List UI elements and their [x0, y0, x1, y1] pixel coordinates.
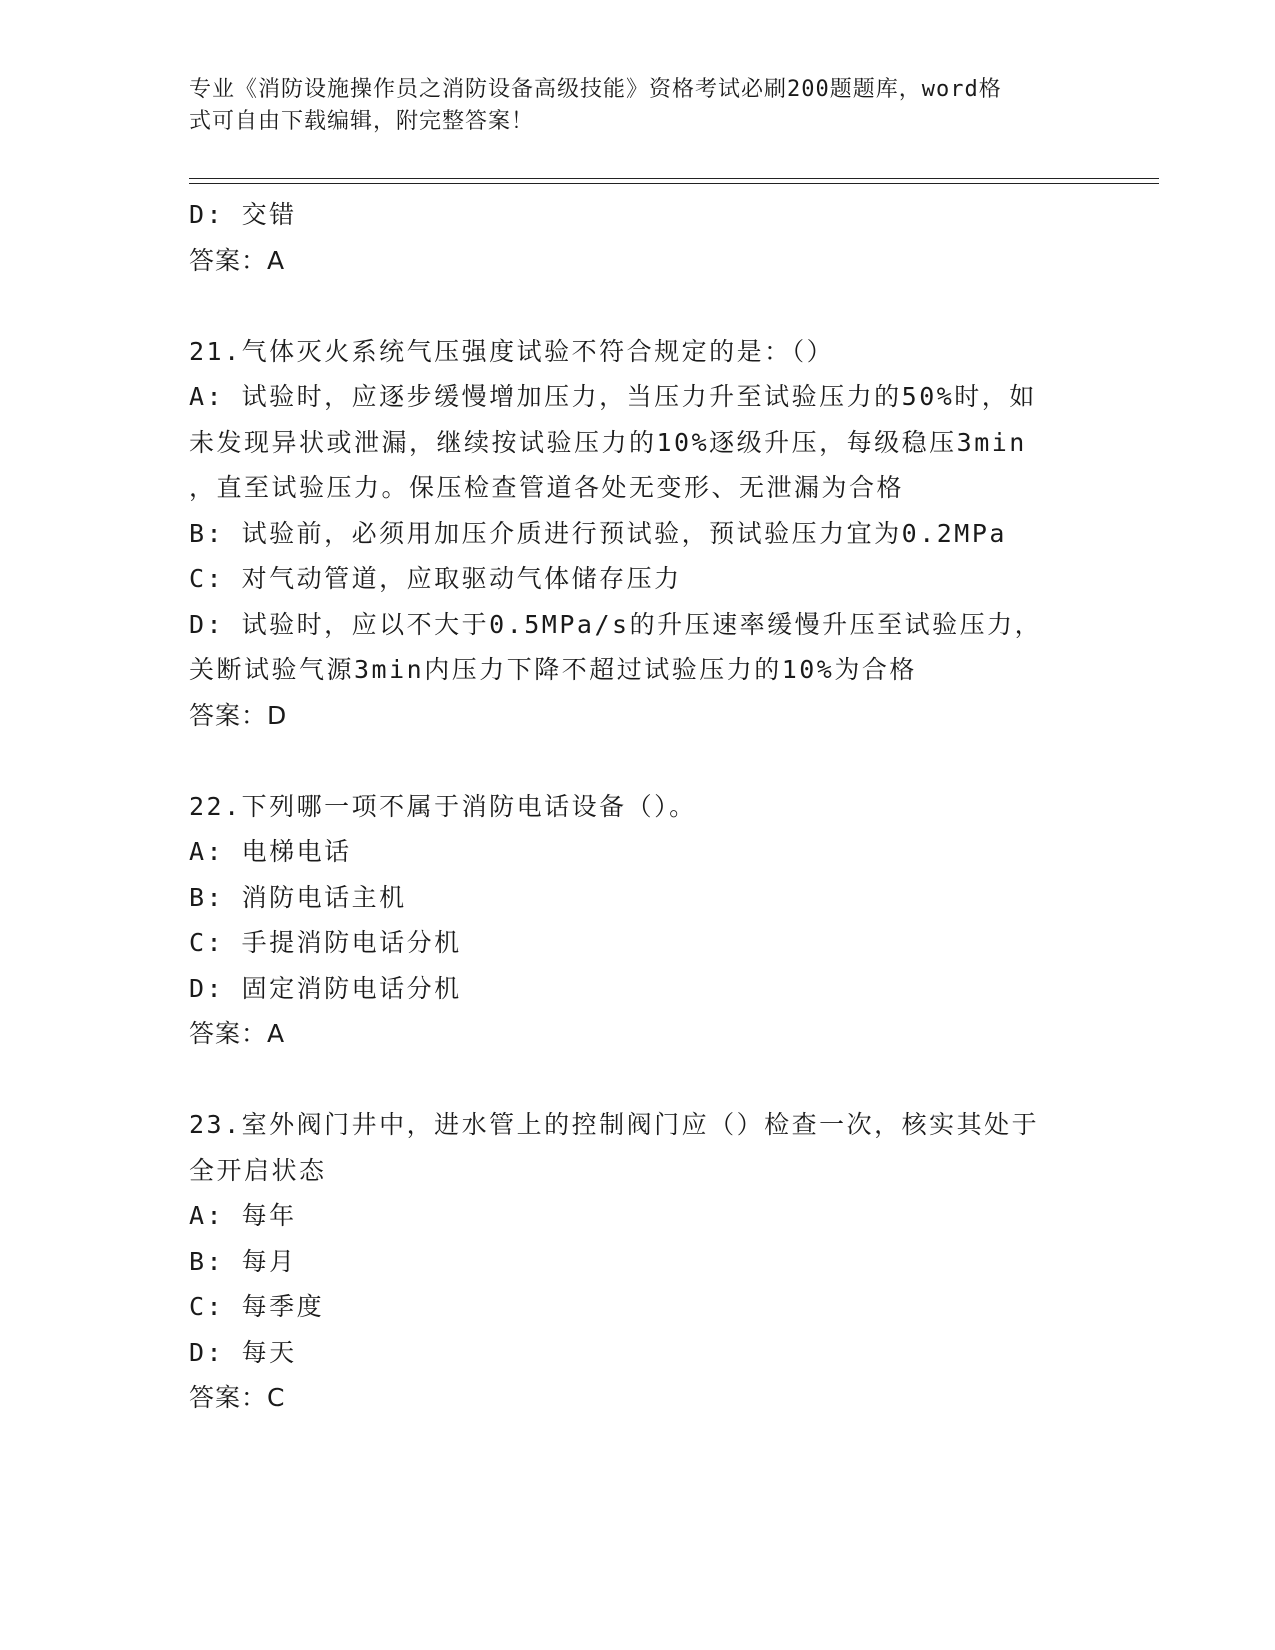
option-b: B: 试验前，必须用加压介质进行预试验，预试验压力宜为0.2MPa [189, 518, 1007, 548]
question-stem: 23.室外阀门井中，进水管上的控制阀门应（）检查一次，核实其处于 [189, 1110, 1040, 1139]
answer-line: 答案：A [189, 1019, 286, 1048]
option-a-continued: 未发现异状或泄漏，继续按试验压力的10%逐级升压，每级稳压3min [189, 427, 1027, 457]
question-stem: 22.下列哪一项不属于消防电话设备（）。 [189, 791, 697, 821]
option-a: A: 电梯电话 [189, 837, 352, 866]
option-d: D: 交错 [189, 200, 297, 229]
option-c: C: 手提消防电话分机 [189, 928, 462, 957]
option-b: B: 每月 [189, 1246, 297, 1276]
header-divider [189, 178, 1159, 179]
answer-line: 答案：D [189, 700, 288, 730]
option-a: A: 每年 [189, 1201, 297, 1230]
header-divider [189, 183, 1159, 184]
option-c: C: 每季度 [189, 1292, 325, 1321]
option-d: D: 固定消防电话分机 [189, 973, 462, 1003]
header-line: 专业《消防设施操作员之消防设备高级技能》资格考试必刷200题题库，word格 [189, 77, 1002, 102]
question-stem-continued: 全开启状态 [189, 1155, 327, 1185]
header-line: 式可自由下载编辑，附完整答案！ [189, 109, 535, 134]
spacer [189, 283, 1089, 329]
option-d: D: 试验时，应以不大于0.5MPa/s的升压速率缓慢升压至试验压力， [189, 609, 1043, 639]
document-header [189, 74, 1079, 138]
option-c: C: 对气动管道，应取驱动气体储存压力 [189, 564, 682, 593]
answer-line: 答案：C [189, 1383, 286, 1412]
answer-line: 答案：A [189, 245, 286, 275]
option-a-continued: ，直至试验压力。保压检查管道各处无变形、无泄漏为合格 [189, 473, 905, 502]
spacer [189, 738, 1089, 784]
option-d: D: 每天 [189, 1337, 297, 1367]
question-block [189, 329, 1089, 739]
question-list [189, 192, 1089, 1421]
option-a: A: 试验时，应逐步缓慢增加压力，当压力升至试验压力的50%时，如 [189, 382, 1037, 411]
spacer [189, 1057, 1089, 1103]
option-b: B: 消防电话主机 [189, 882, 407, 912]
question-block [189, 1102, 1089, 1421]
option-d-continued: 关断试验气源3min内压力下降不超过试验压力的10%为合格 [189, 655, 917, 684]
question-stem: 21.气体灭火系统气压强度试验不符合规定的是：（） [189, 336, 835, 366]
question-block [189, 784, 1089, 1057]
